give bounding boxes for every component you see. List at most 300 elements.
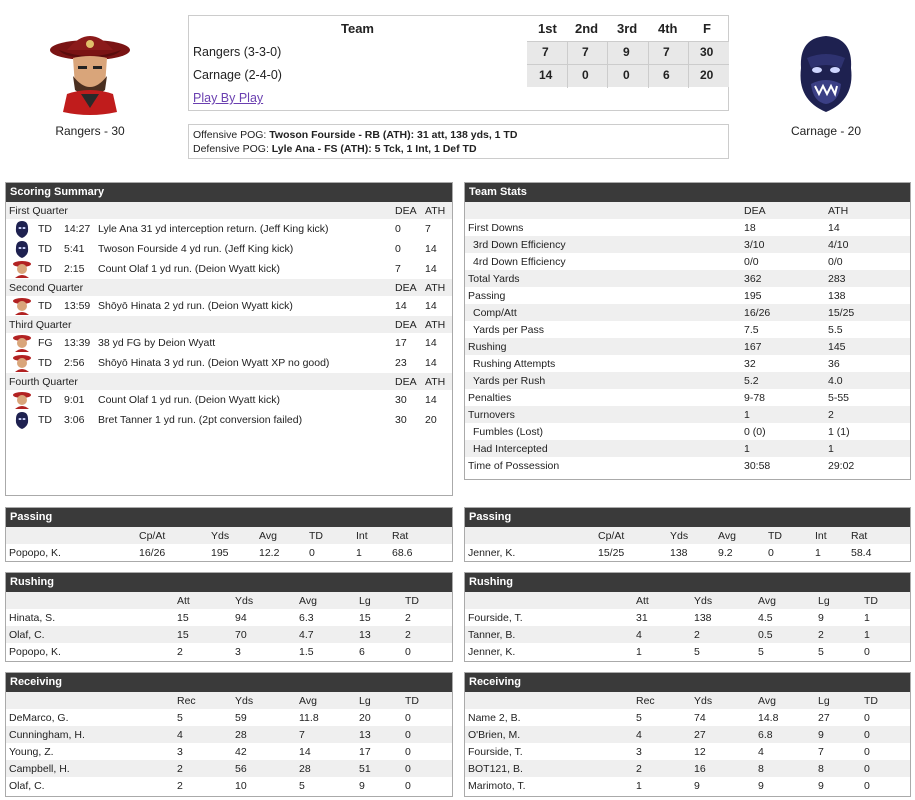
stat-value: 0 bbox=[864, 745, 870, 758]
player-name: Tanner, B. bbox=[465, 626, 633, 643]
player-stat-row[interactable] bbox=[6, 743, 452, 760]
team-stat-label: First Downs bbox=[468, 221, 524, 234]
stat-header-cell: Int bbox=[353, 527, 389, 544]
stat-value: 2 bbox=[177, 645, 183, 658]
team-stat-b: 14 bbox=[828, 221, 840, 234]
player-stat-row[interactable] bbox=[465, 544, 910, 561]
stat-header-cell: Avg bbox=[755, 592, 815, 609]
score-a: 0 bbox=[395, 223, 401, 235]
stat-value: 1 bbox=[815, 546, 821, 559]
rushing-left-panel bbox=[5, 572, 453, 662]
stat-value: 0 bbox=[309, 546, 315, 559]
stat-header-cell: Cp/At bbox=[595, 527, 667, 544]
team-stat-row bbox=[465, 287, 910, 304]
stat-value: 2 bbox=[177, 779, 183, 792]
stat-value: 9 bbox=[818, 611, 824, 624]
scoring-play-row[interactable] bbox=[6, 219, 452, 239]
stat-value: 1 bbox=[636, 645, 642, 658]
stat-header-cell bbox=[6, 592, 174, 609]
stat-header-row bbox=[465, 527, 910, 544]
player-name: Name 2, B. bbox=[468, 711, 521, 724]
play-type: TD bbox=[38, 223, 52, 235]
team-stat-row bbox=[465, 321, 910, 338]
stat-value: 1 bbox=[861, 626, 910, 643]
stat-header-cell: Yds bbox=[667, 527, 715, 544]
scoring-play-row[interactable] bbox=[6, 239, 452, 259]
away-team-score-label: Carnage - 20 bbox=[790, 124, 862, 138]
defensive-pog-label: Defensive POG: bbox=[193, 143, 272, 155]
player-name: Fourside, T. bbox=[468, 611, 523, 624]
team-stat-row bbox=[465, 304, 910, 321]
scoring-summary-panel bbox=[5, 182, 453, 496]
stat-header-row bbox=[465, 592, 910, 609]
stat-value: 8 bbox=[815, 760, 861, 777]
player-name: Popopo, K. bbox=[9, 645, 61, 658]
scoring-summary-title: Scoring Summary bbox=[6, 183, 452, 202]
play-time: 9:01 bbox=[64, 394, 85, 406]
stat-value: 4.7 bbox=[296, 626, 356, 643]
stat-value: 6 bbox=[359, 645, 365, 658]
play-type: TD bbox=[38, 414, 52, 426]
stat-header-cell: Avg bbox=[755, 692, 815, 709]
stat-value: 70 bbox=[232, 626, 296, 643]
team-icon-cell bbox=[6, 259, 35, 279]
away-q3: 0 bbox=[623, 68, 630, 82]
receiving-left-table bbox=[6, 692, 452, 794]
stat-value: 31 bbox=[636, 611, 648, 624]
team-icon-cell bbox=[6, 333, 35, 353]
play-time: 13:39 bbox=[64, 337, 91, 349]
away-q1: 14 bbox=[539, 68, 553, 82]
player-stat-row[interactable] bbox=[465, 726, 910, 743]
stat-header-cell: Att bbox=[633, 592, 691, 609]
receiving-right-table bbox=[465, 692, 910, 794]
player-stat-row[interactable] bbox=[6, 643, 452, 660]
score-a: 14 bbox=[395, 300, 407, 312]
team-stat-b: 283 bbox=[825, 270, 910, 287]
team-stats-col-a: DEA bbox=[741, 202, 825, 219]
stat-value: 15 bbox=[177, 611, 189, 624]
stat-value: 0 bbox=[402, 760, 452, 777]
stat-value: 0 bbox=[861, 726, 910, 743]
home-team-name[interactable]: Rangers (3-3-0) bbox=[193, 45, 282, 59]
rushing-left-table bbox=[6, 592, 452, 660]
player-name: O'Brien, M. bbox=[465, 726, 633, 743]
defensive-pog-text: Lyle Ana - FS (ATH): 5 Tck, 1 Int, 1 Def TD bbox=[271, 143, 477, 155]
receiving-right-panel bbox=[464, 672, 911, 797]
line-score-col-divider bbox=[567, 42, 568, 88]
stat-value: 14.8 bbox=[758, 711, 779, 724]
stat-header-cell: Avg bbox=[715, 527, 765, 544]
score-b: 20 bbox=[425, 414, 437, 426]
stat-value: 13 bbox=[356, 726, 402, 743]
stat-header-cell: Lg bbox=[815, 592, 861, 609]
player-stat-row[interactable] bbox=[465, 760, 910, 777]
stat-value: 4 bbox=[633, 626, 691, 643]
team-stat-b: 0/0 bbox=[828, 255, 843, 268]
quarter-name: Third Quarter bbox=[6, 316, 392, 333]
player-name: Fourside, T. bbox=[468, 745, 523, 758]
player-stat-row[interactable] bbox=[6, 726, 452, 743]
play-time: 13:59 bbox=[64, 300, 91, 312]
score-b: 14 bbox=[425, 357, 437, 369]
stat-value: 4.5 bbox=[758, 611, 773, 624]
score-b: 14 bbox=[425, 394, 437, 406]
team-stat-label: Turnovers bbox=[465, 406, 741, 423]
stat-header-row bbox=[465, 692, 910, 709]
team-stat-label: Fumbles (Lost) bbox=[473, 425, 544, 438]
stat-value: 0 bbox=[405, 645, 411, 658]
team-stat-a: 167 bbox=[741, 338, 825, 355]
player-name: Jenner, K. bbox=[468, 546, 516, 559]
stat-header-cell bbox=[465, 692, 633, 709]
stat-header-cell: Rec bbox=[174, 692, 232, 709]
score-b: 14 bbox=[425, 300, 437, 312]
player-name: Olaf, C. bbox=[9, 779, 45, 792]
home-team-block bbox=[40, 28, 140, 138]
stat-header-cell: Att bbox=[174, 592, 232, 609]
away-team-block bbox=[776, 28, 876, 138]
player-stat-row[interactable] bbox=[6, 777, 452, 794]
stat-header-cell: Yds bbox=[691, 692, 755, 709]
team-stat-a: 3/10 bbox=[741, 236, 825, 253]
team-stat-b: 5-55 bbox=[828, 391, 850, 404]
team-stat-label: Comp/Att bbox=[465, 304, 741, 321]
player-stat-row[interactable] bbox=[6, 626, 452, 643]
stat-value: 8 bbox=[755, 760, 815, 777]
stat-value: 5 bbox=[818, 645, 824, 658]
stat-value: 6.3 bbox=[299, 611, 314, 624]
stat-value: 3 bbox=[636, 745, 642, 758]
player-name: Hinata, S. bbox=[9, 611, 56, 624]
player-name: Campbell, H. bbox=[6, 760, 174, 777]
scoring-play-row[interactable] bbox=[6, 259, 452, 279]
stat-header-cell: Yds bbox=[691, 592, 755, 609]
stat-value: 27 bbox=[818, 711, 830, 724]
col-b-header: ATH bbox=[422, 202, 452, 219]
receiving-left-title: Receiving bbox=[6, 673, 452, 692]
stat-value: 3 bbox=[177, 745, 183, 758]
stat-value: 2 bbox=[691, 626, 755, 643]
stat-value: 6.8 bbox=[755, 726, 815, 743]
stat-value: 2 bbox=[174, 760, 232, 777]
stat-value: 13 bbox=[356, 626, 402, 643]
team-stat-a: 18 bbox=[744, 221, 756, 234]
player-name: Cunningham, H. bbox=[6, 726, 174, 743]
stat-value: 17 bbox=[359, 745, 371, 758]
stat-header-cell: TD bbox=[861, 692, 910, 709]
player-stat-row[interactable] bbox=[465, 643, 910, 660]
stat-value: 2 bbox=[405, 611, 411, 624]
stat-value: 10 bbox=[235, 779, 247, 792]
team-stat-row bbox=[465, 389, 910, 406]
score-header-q2: 2nd bbox=[575, 21, 599, 36]
stat-value: 9 bbox=[694, 779, 700, 792]
stat-value: 138 bbox=[694, 611, 712, 624]
col-b-header: ATH bbox=[422, 316, 452, 333]
stat-value: 28 bbox=[232, 726, 296, 743]
stat-header-cell: Avg bbox=[296, 692, 356, 709]
stat-value: 0 bbox=[402, 726, 452, 743]
play-type: TD bbox=[38, 300, 52, 312]
col-a-header: DEA bbox=[392, 316, 422, 333]
score-b: 14 bbox=[425, 337, 437, 349]
play-description: 38 yd FG by Deion Wyatt bbox=[98, 337, 216, 349]
stat-value: 58.4 bbox=[851, 546, 872, 559]
stat-value: 68.6 bbox=[392, 546, 413, 559]
stat-header-row bbox=[6, 592, 452, 609]
team-stat-row bbox=[465, 270, 910, 287]
scoring-play-row[interactable] bbox=[6, 390, 452, 410]
player-name: Jenner, K. bbox=[468, 645, 516, 658]
stat-value: 5 bbox=[758, 645, 764, 658]
team-stat-label: Yards per Rush bbox=[465, 372, 741, 389]
score-header-q1: 1st bbox=[538, 21, 557, 36]
stat-value: 15 bbox=[359, 611, 371, 624]
player-stat-row[interactable] bbox=[465, 743, 910, 760]
play-description: Shōyō Hinata 3 yd run. (Deion Wyatt XP no good) bbox=[98, 357, 330, 369]
team-stat-a: 1 bbox=[741, 406, 825, 423]
stat-value: 1 bbox=[864, 611, 870, 624]
stat-header-cell: Rec bbox=[633, 692, 691, 709]
team-stat-label: Passing bbox=[468, 289, 506, 302]
stat-value: 42 bbox=[235, 745, 247, 758]
stat-value: 1 bbox=[636, 779, 642, 792]
passing-left-table bbox=[6, 527, 452, 561]
stat-value: 4 bbox=[174, 726, 232, 743]
team-stat-label: Time of Possession bbox=[468, 459, 560, 472]
team-icon-cell bbox=[6, 390, 35, 410]
line-score-col-divider bbox=[688, 42, 689, 88]
team-stats-col-b: ATH bbox=[825, 202, 910, 219]
stat-header-row bbox=[6, 527, 452, 544]
stat-header-cell: TD bbox=[765, 527, 812, 544]
team-stat-row bbox=[465, 457, 910, 474]
home-q2: 7 bbox=[582, 45, 589, 59]
player-stat-row[interactable] bbox=[6, 609, 452, 626]
play-description: Count Olaf 1 yd run. (Deion Wyatt kick) bbox=[98, 394, 280, 406]
team-stat-label: Rushing Attempts bbox=[473, 357, 556, 370]
player-stat-row[interactable] bbox=[6, 709, 452, 726]
team-stat-row bbox=[465, 219, 910, 236]
score-a: 7 bbox=[395, 263, 401, 275]
stat-value: 16 bbox=[691, 760, 755, 777]
team-stat-row bbox=[465, 253, 910, 270]
team-stat-a: 7.5 bbox=[744, 323, 759, 336]
stat-value: 5 bbox=[694, 645, 700, 658]
stat-value: 16/26 bbox=[139, 546, 166, 559]
stat-header-cell: Rat bbox=[389, 527, 452, 544]
rangers-icon bbox=[12, 296, 32, 316]
player-name: Popopo, K. bbox=[9, 546, 61, 559]
score-b: 7 bbox=[425, 223, 431, 235]
play-time: 5:41 bbox=[64, 243, 85, 255]
stat-value: 4 bbox=[758, 745, 764, 758]
quarter-name: Fourth Quarter bbox=[6, 373, 392, 390]
rushing-left-title: Rushing bbox=[6, 573, 452, 592]
score-header-final: F bbox=[703, 21, 711, 36]
team-stat-label: Yards per Pass bbox=[473, 323, 545, 336]
team-icon-cell bbox=[6, 410, 35, 430]
stat-value: 0 bbox=[861, 760, 910, 777]
stat-value: 0 bbox=[405, 779, 411, 792]
stat-value: 5 bbox=[177, 711, 183, 724]
defensive-pog bbox=[193, 142, 724, 156]
stat-value: 5 bbox=[636, 711, 642, 724]
play-description: Twoson Fourside 4 yd run. (Jeff King kick) bbox=[98, 243, 294, 255]
team-icon-cell bbox=[6, 353, 35, 373]
stat-value: 59 bbox=[235, 711, 247, 724]
passing-right-table bbox=[465, 527, 910, 561]
stat-value: 0 bbox=[405, 711, 411, 724]
rushing-right-table bbox=[465, 592, 910, 660]
team-stat-label: Penalties bbox=[468, 391, 512, 404]
stat-value: 56 bbox=[232, 760, 296, 777]
home-team-score-label: Rangers - 30 bbox=[55, 124, 125, 138]
passing-right-panel bbox=[464, 507, 911, 562]
stat-value: 0 bbox=[405, 745, 411, 758]
team-stat-row bbox=[465, 372, 910, 389]
play-type: TD bbox=[38, 394, 52, 406]
stat-value: 9.2 bbox=[718, 546, 733, 559]
player-stat-row[interactable] bbox=[6, 544, 452, 561]
scoring-play-row[interactable] bbox=[6, 410, 452, 430]
offensive-pog-text: Twoson Fourside - RB (ATH): 31 att, 138 yds, 1 TD bbox=[269, 129, 518, 141]
receiving-left-panel bbox=[5, 672, 453, 797]
quarter-header-row bbox=[6, 279, 452, 296]
player-name: DeMarco, G. bbox=[9, 711, 69, 724]
player-stat-row[interactable] bbox=[465, 609, 910, 626]
passing-left-panel bbox=[5, 507, 453, 562]
stat-value: 94 bbox=[235, 611, 247, 624]
scoring-play-row[interactable] bbox=[6, 333, 452, 353]
stat-value: 51 bbox=[356, 760, 402, 777]
carnage-icon bbox=[12, 219, 32, 239]
stat-header-cell: TD bbox=[402, 692, 452, 709]
scoring-play-row[interactable] bbox=[6, 353, 452, 373]
stat-value: 7 bbox=[818, 745, 824, 758]
quarter-header-row bbox=[6, 373, 452, 390]
stat-value: 11.8 bbox=[299, 711, 319, 724]
play-by-play-link[interactable]: Play By Play bbox=[193, 91, 264, 105]
team-stat-row bbox=[465, 406, 910, 423]
play-description: Lyle Ana 31 yd interception return. (Jeff King kick) bbox=[98, 223, 329, 235]
player-stat-row[interactable] bbox=[465, 777, 910, 794]
team-stat-row bbox=[465, 440, 910, 457]
player-name: Olaf, C. bbox=[6, 626, 174, 643]
stat-header-cell: TD bbox=[402, 592, 452, 609]
team-stat-b: 36 bbox=[828, 357, 840, 370]
stat-value: 9 bbox=[815, 726, 861, 743]
player-stat-row[interactable] bbox=[465, 709, 910, 726]
team-stats-label-header bbox=[465, 202, 741, 219]
rangers-logo[interactable] bbox=[45, 28, 135, 118]
stat-header-cell: Lg bbox=[356, 592, 402, 609]
play-type: TD bbox=[38, 263, 52, 275]
rangers-icon bbox=[12, 353, 32, 373]
rangers-icon bbox=[12, 390, 32, 410]
score-a: 0 bbox=[395, 243, 401, 255]
stat-value: 1.5 bbox=[299, 645, 314, 658]
team-stat-b: 138 bbox=[828, 289, 846, 302]
play-time: 2:15 bbox=[64, 263, 85, 275]
stat-value: 15/25 bbox=[598, 546, 625, 559]
play-type: TD bbox=[38, 357, 52, 369]
score-a: 23 bbox=[395, 357, 407, 369]
stat-value: 5 bbox=[299, 779, 305, 792]
col-b-header: ATH bbox=[422, 279, 452, 296]
offensive-pog-label: Offensive POG: bbox=[193, 129, 270, 141]
stat-header-cell: Avg bbox=[296, 592, 356, 609]
stat-value: 1 bbox=[356, 546, 362, 559]
stat-value: 0 bbox=[864, 711, 870, 724]
col-b-header: ATH bbox=[422, 373, 452, 390]
team-stat-b: 5.5 bbox=[828, 323, 843, 336]
away-q2: 0 bbox=[582, 68, 589, 82]
stat-header-cell: Rat bbox=[848, 527, 910, 544]
score-header-q3: 3rd bbox=[617, 21, 638, 36]
passing-left-title: Passing bbox=[6, 508, 452, 527]
play-type: FG bbox=[38, 337, 53, 349]
team-stats-panel bbox=[464, 182, 911, 480]
stat-value: 27 bbox=[691, 726, 755, 743]
stat-value: 9 bbox=[818, 779, 824, 792]
team-stat-a: 32 bbox=[744, 357, 756, 370]
rangers-icon bbox=[12, 259, 32, 279]
stat-value: 28 bbox=[296, 760, 356, 777]
team-stats-table bbox=[465, 202, 910, 474]
away-team-name[interactable]: Carnage (2-4-0) bbox=[193, 68, 282, 82]
away-final: 20 bbox=[700, 68, 714, 82]
stat-header-cell bbox=[6, 527, 136, 544]
team-stat-row bbox=[465, 355, 910, 372]
team-stat-a: 0/0 bbox=[744, 255, 759, 268]
col-a-header: DEA bbox=[392, 279, 422, 296]
rangers-icon bbox=[12, 333, 32, 353]
player-stat-row[interactable] bbox=[6, 760, 452, 777]
player-name: BOT121, B. bbox=[465, 760, 633, 777]
players-of-game bbox=[188, 124, 729, 159]
stat-header-cell bbox=[6, 692, 174, 709]
team-stat-b: 2 bbox=[825, 406, 910, 423]
score-b: 14 bbox=[425, 243, 437, 255]
team-stat-row bbox=[465, 423, 910, 440]
stat-header-cell: Yds bbox=[232, 592, 296, 609]
stat-value: 2 bbox=[633, 760, 691, 777]
play-time: 14:27 bbox=[64, 223, 91, 235]
stat-value: 12 bbox=[694, 745, 706, 758]
team-stat-label: 3rd Down Efficiency bbox=[465, 236, 741, 253]
score-a: 30 bbox=[395, 414, 407, 426]
carnage-logo[interactable] bbox=[781, 28, 871, 118]
player-stat-row[interactable] bbox=[465, 626, 910, 643]
stat-header-row bbox=[6, 692, 452, 709]
rushing-right-panel bbox=[464, 572, 911, 662]
stat-value: 9 bbox=[359, 779, 365, 792]
stat-header-cell: Yds bbox=[232, 692, 296, 709]
stat-value: 15 bbox=[174, 626, 232, 643]
team-icon-cell bbox=[6, 239, 35, 259]
quarter-name: First Quarter bbox=[6, 202, 392, 219]
team-stat-a: 195 bbox=[744, 289, 762, 302]
scoring-play-row[interactable] bbox=[6, 296, 452, 316]
stat-value: 0 bbox=[864, 645, 870, 658]
stat-header-cell bbox=[465, 592, 633, 609]
team-stat-a: 362 bbox=[741, 270, 825, 287]
play-description: Bret Tanner 1 yd run. (2pt conversion failed) bbox=[98, 414, 303, 426]
team-stat-label: Total Yards bbox=[465, 270, 741, 287]
scoring-summary-table bbox=[6, 202, 452, 430]
